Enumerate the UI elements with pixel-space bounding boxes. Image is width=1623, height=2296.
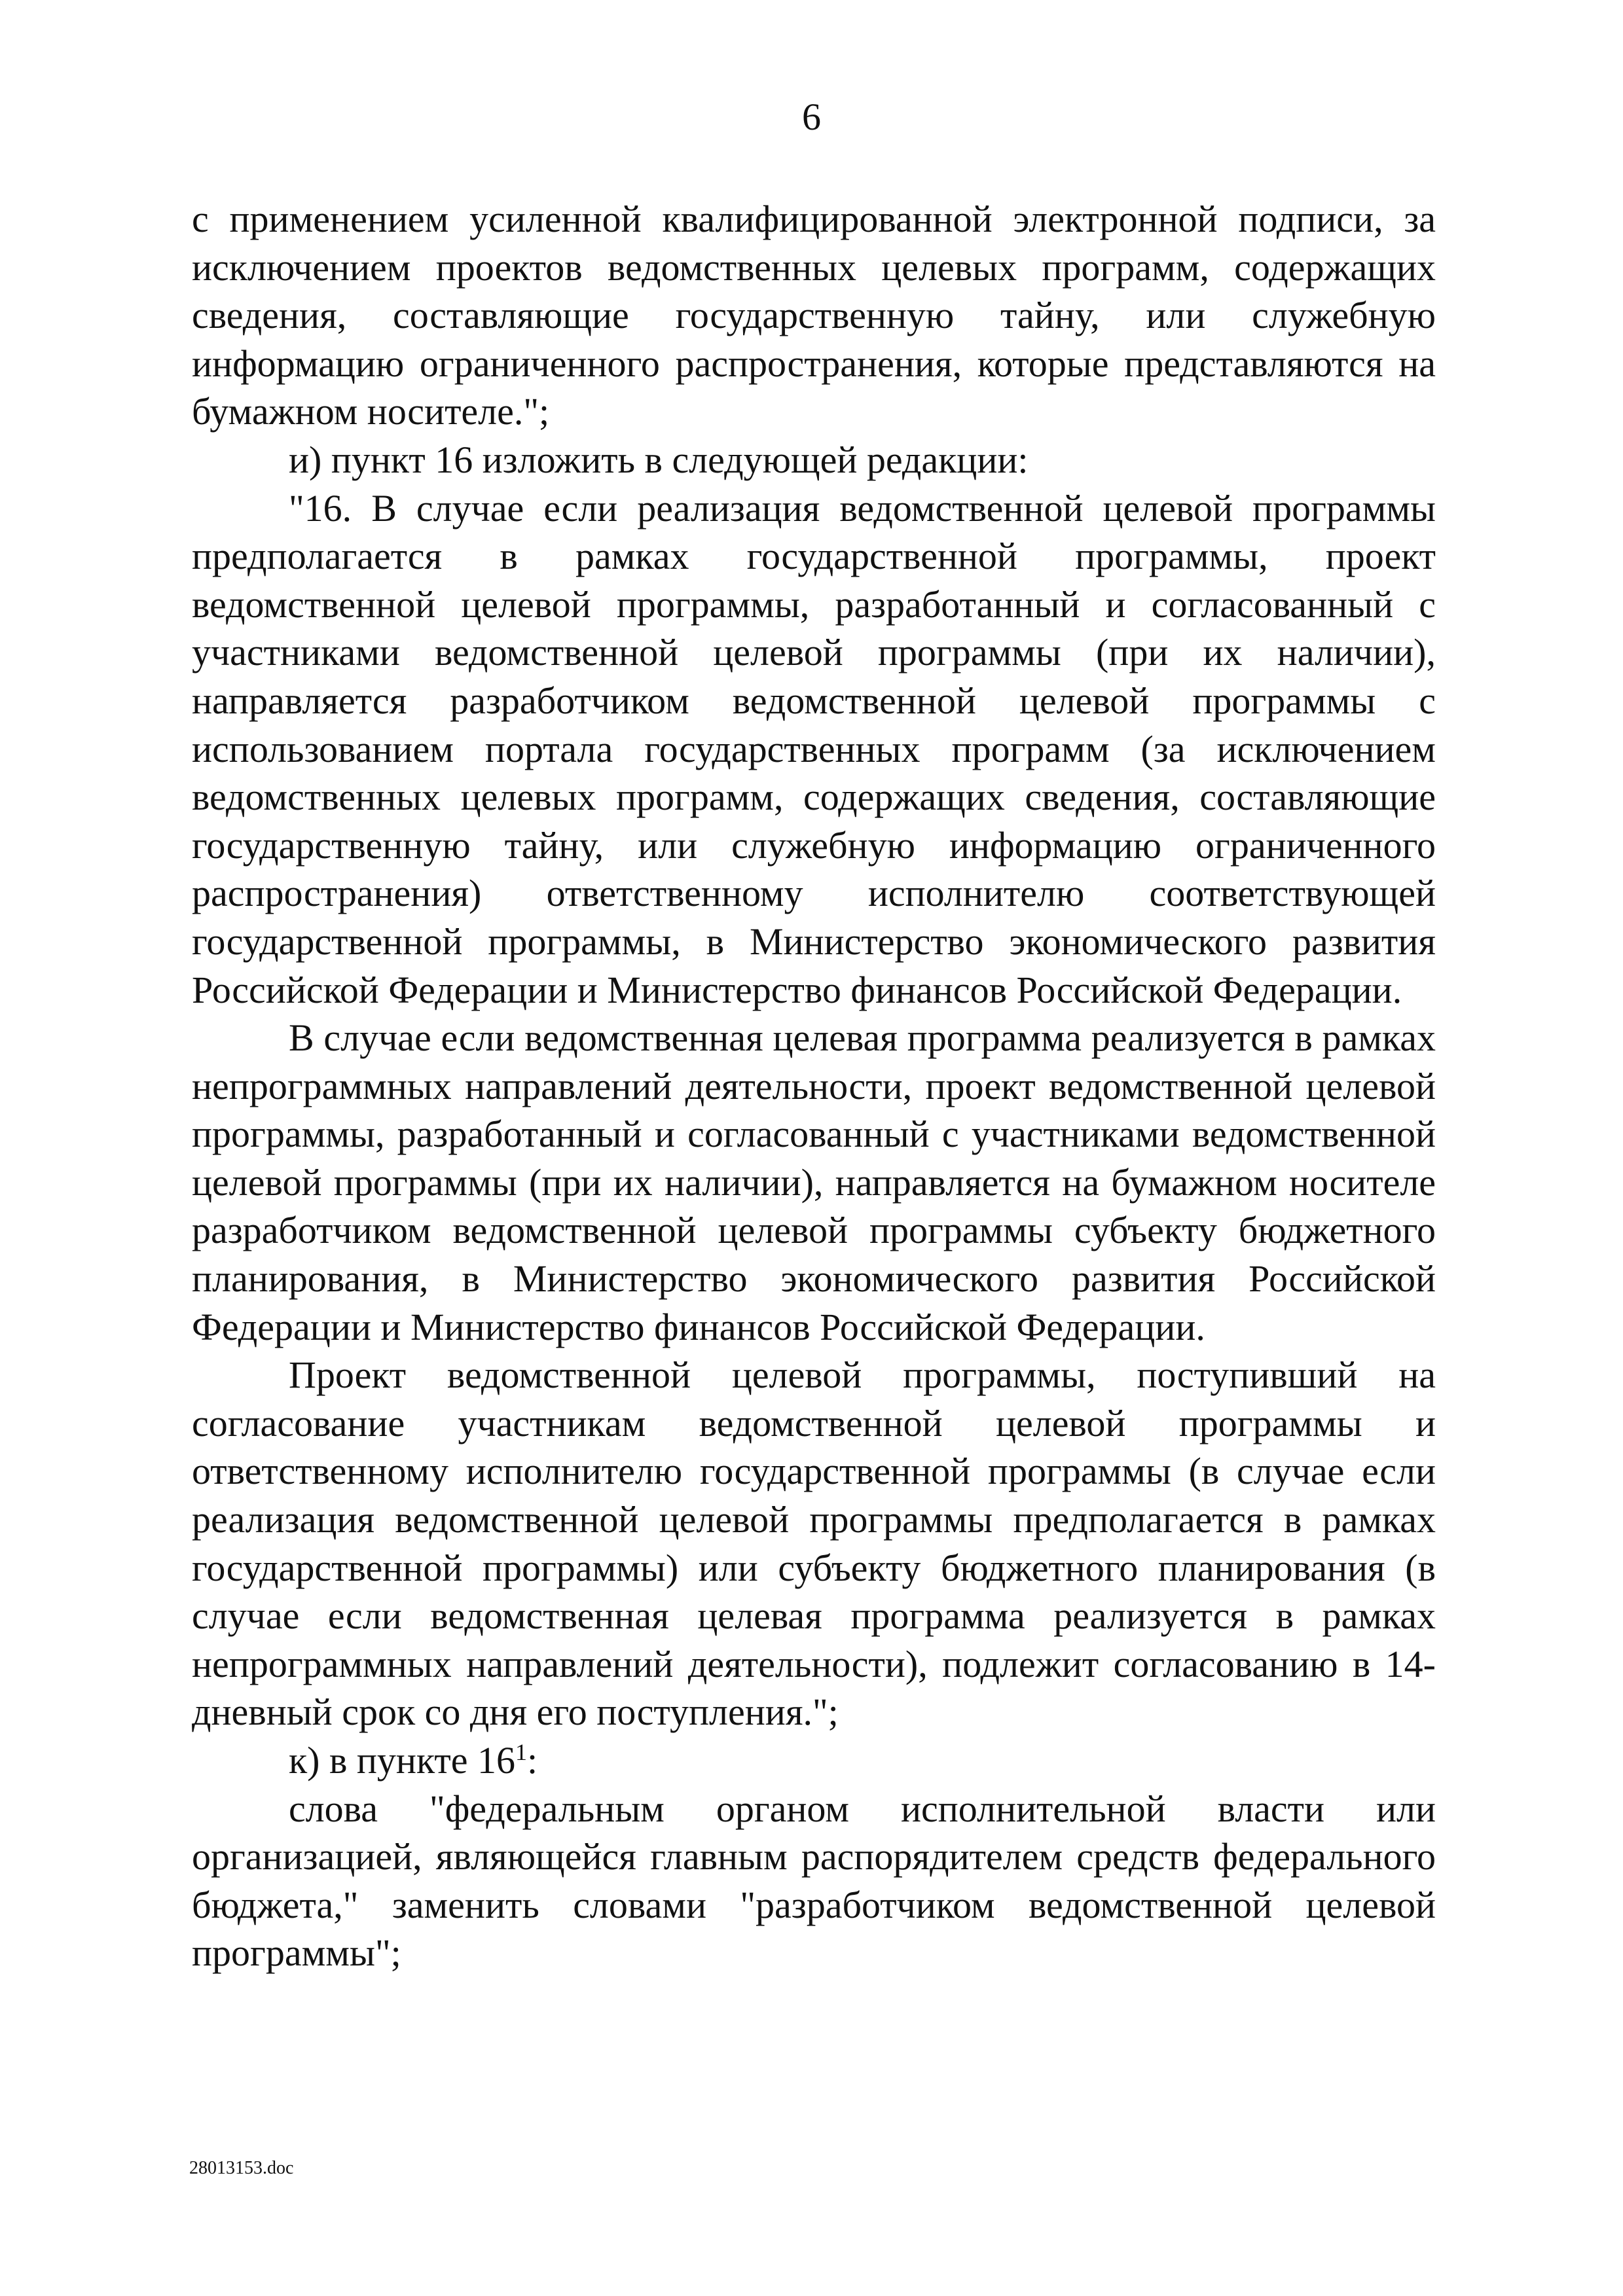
page-number: 6 <box>802 96 821 138</box>
paragraph-words-replace: слова "федеральным органом исполнительной власти или организацией, являющейся главным распорядителем средств федерального бюджета," заменить словами "разработчиком ведомственной целевой программы"; <box>192 1787 1436 1975</box>
footer-file-name: 28013153.doc <box>189 2158 294 2178</box>
paragraph-item-k <box>192 1736 1436 1785</box>
paragraph-point-16: "16. В случае если реализация ведомственной целевой программы предполагается в рамках государственной программы, проект ведомственной целевой программы, разработанный и согласованный с участниками ведомственной целевой программы (при их наличии), направляется разработчиком ведомственной целевой программы с использованием портала государственных программ (за исключением ведомственных целевых программ, содержащих сведения, составляющие государственную тайну, или служебную информацию ограниченного распространения) ответственному исполнителю соответствующей государственной программы, в Министерство экономического развития Российской Федерации и Министерство финансов Российской Федерации. <box>192 486 1436 1011</box>
paragraph-item-i: и) пункт 16 изложить в следующей редакции: <box>289 438 1029 481</box>
paragraph-approval-term: Проект ведомственной целевой программы, поступивший на согласование участникам ведомственной целевой программы и ответственному исполнителю государственной программы (в случае если реализация ведомственной целевой программы предполагается в рамках государственной программы) или субъекту бюджетного планирования (в случае если ведомственная целевая программа реализуется в рамках непрограммных направлений деятельности), подлежит согласованию в 14-дневный срок со дня его поступления."; <box>192 1354 1436 1734</box>
item-k-colon: : <box>526 1739 538 1782</box>
document-body <box>192 195 1436 1977</box>
item-k-text: к) в пункте 16 <box>289 1739 515 1782</box>
paragraph-continuation: с применением усиленной квалифицированной электронной подписи, за исключением проектов ведомственных целевых программ, содержащих сведения, составляющие государственную тайну, или служебную информацию ограниченного распространения, которые представляются на бумажном носителе."; <box>192 198 1436 433</box>
item-k-superscript: 1 <box>515 1739 527 1765</box>
paragraph-non-program: В случае если ведомственная целевая программа реализуется в рамках непрограммных направлений деятельности, проект ведомственной целевой программы, разработанный и согласованный с участниками ведомственной целевой программы (при их наличии), направляется на бумажном носителе разработчиком ведомственной целевой программы субъекту бюджетного планирования, в Министерство экономического развития Российской Федерации и Министерство финансов Российской Федерации. <box>192 1016 1436 1348</box>
